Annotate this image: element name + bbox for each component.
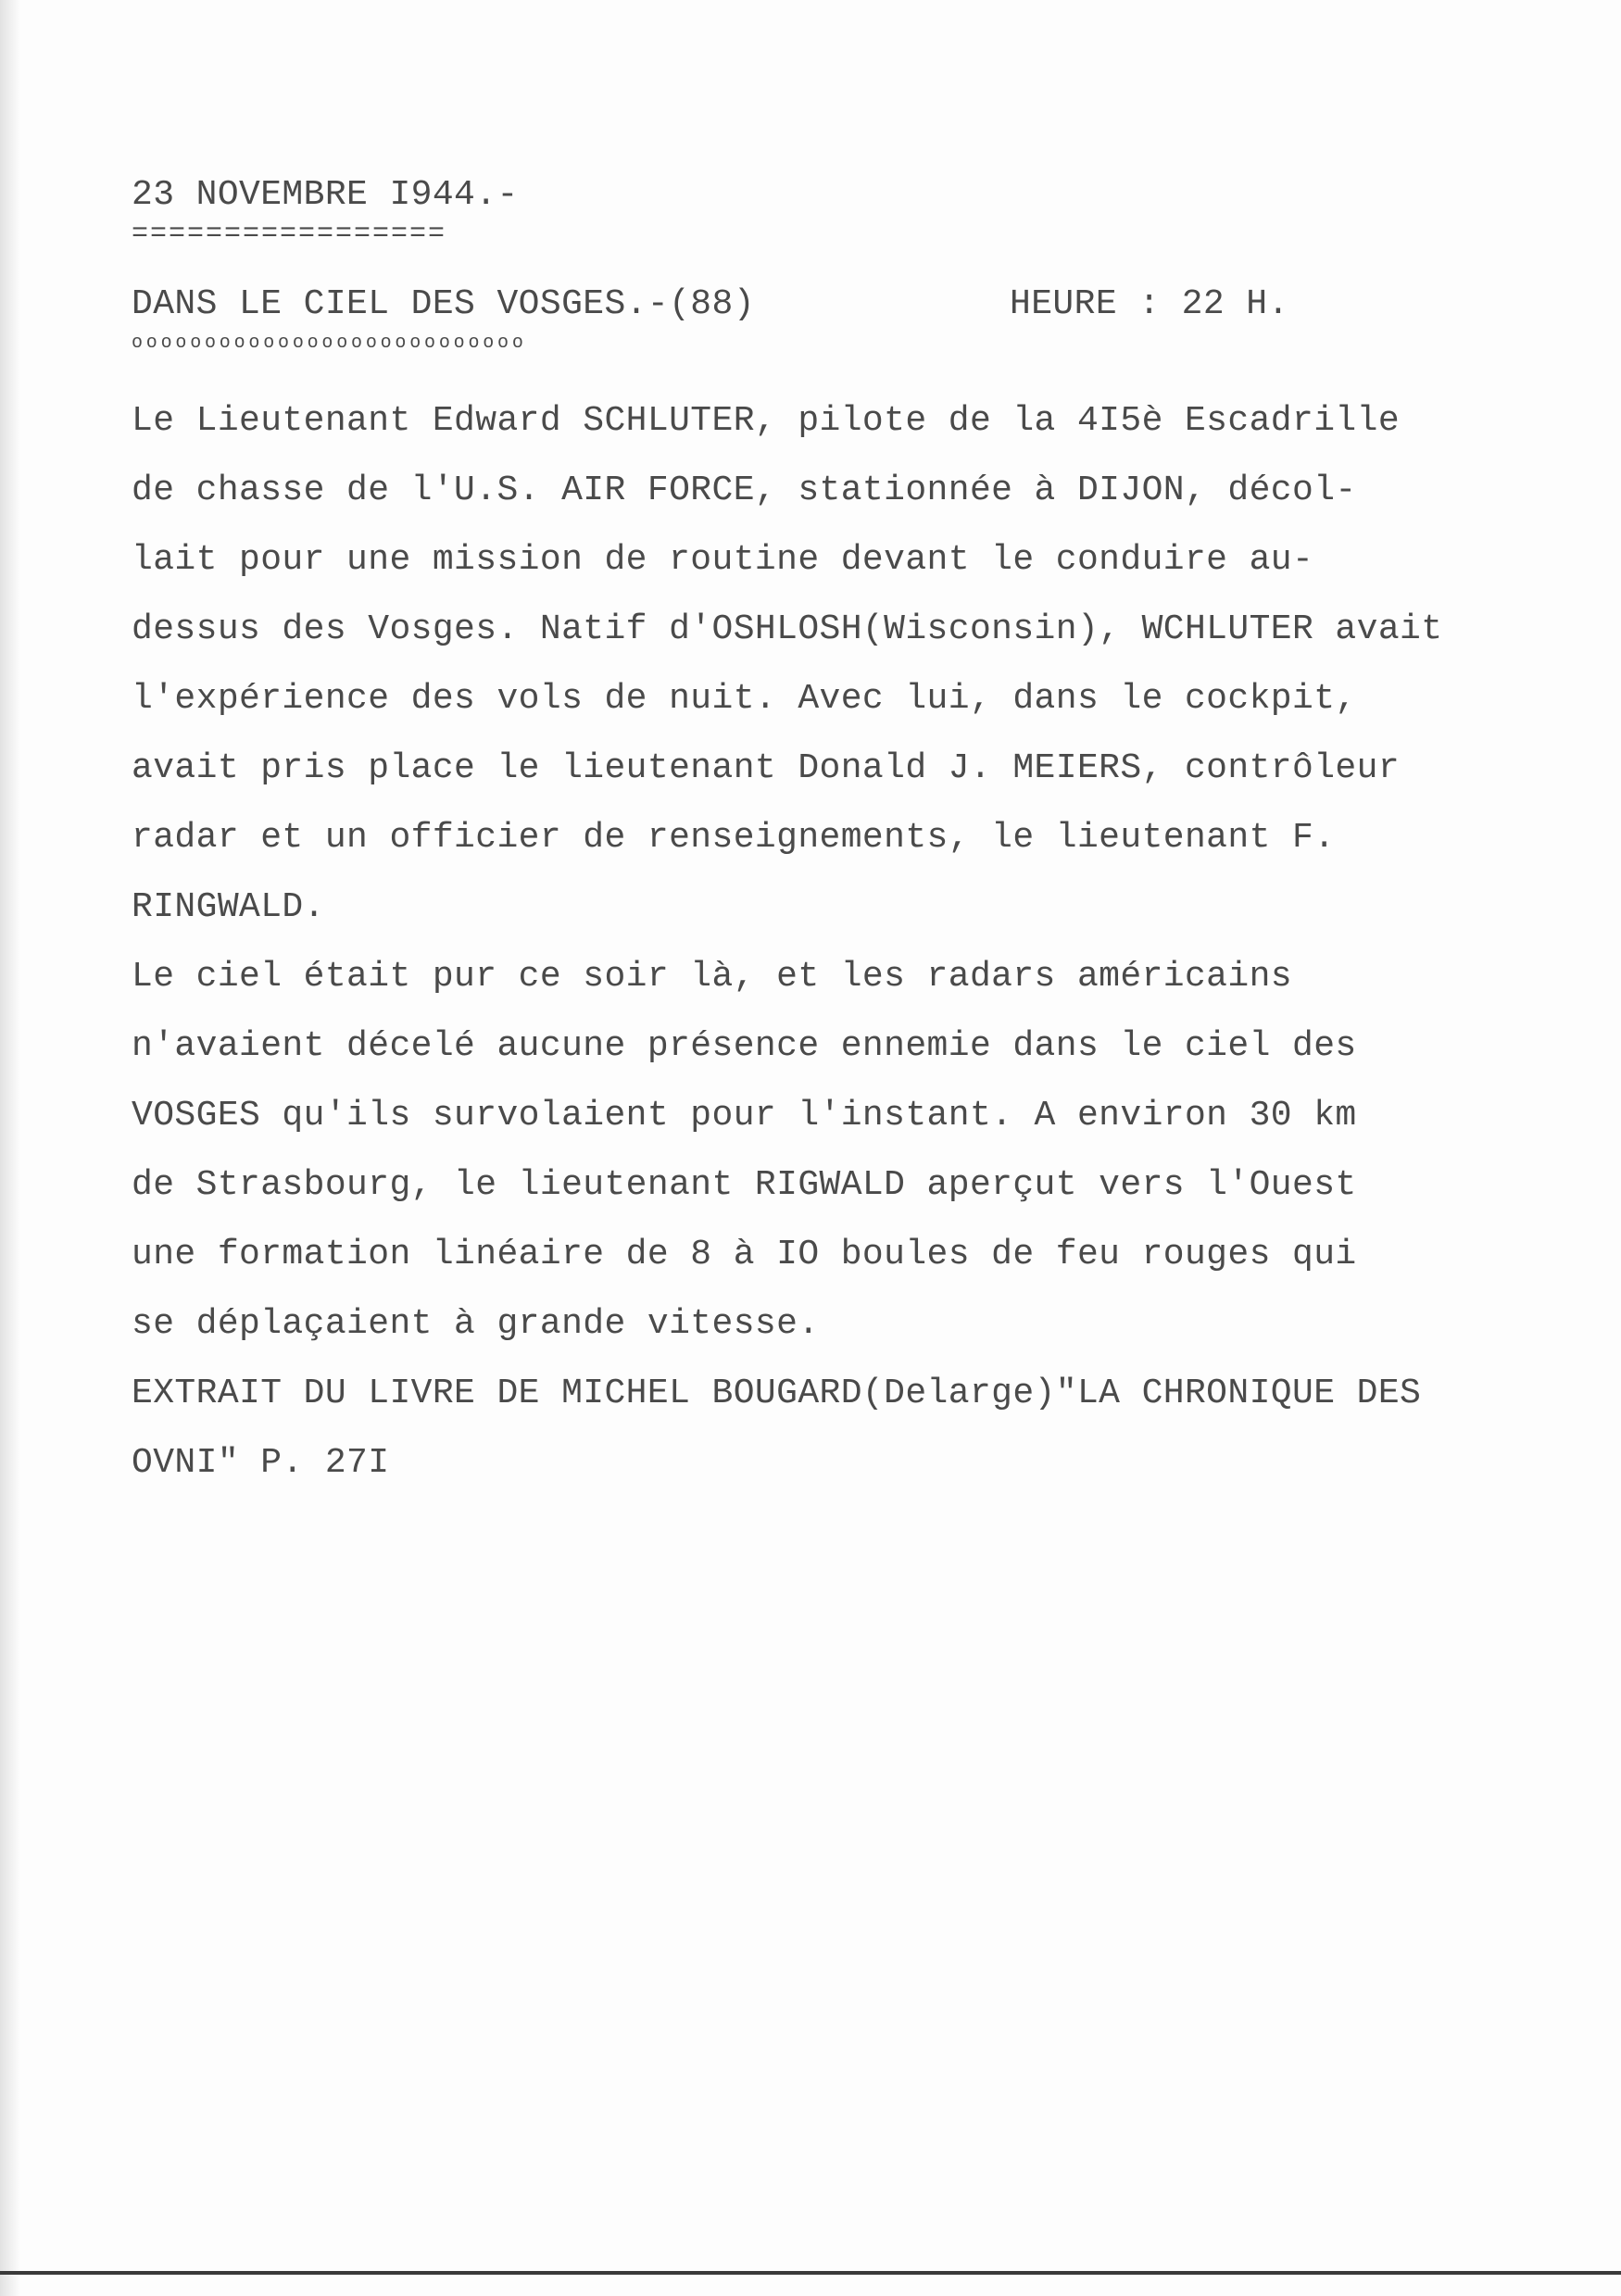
body-line: lait pour une mission de routine devant le conduire au- xyxy=(132,540,1314,580)
source-citation: EXTRAIT DU LIVRE DE MICHEL BOUGARD(Delarge)"LA CHRONIQUE DES xyxy=(132,1374,1422,1413)
body-line: VOSGES qu'ils survolaient pour l'instant. A environ 30 km xyxy=(132,1096,1357,1135)
scan-bottom-line xyxy=(0,2271,1621,2275)
body-line: de Strasbourg, le lieutenant RIGWALD aperçut vers l'Ouest xyxy=(132,1165,1357,1205)
body-line: de chasse de l'U.S. AIR FORCE, stationnée à DIJON, décol- xyxy=(132,470,1357,510)
body-line: dessus des Vosges. Natif d'OSHLOSH(Wisconsin), WCHLUTER avait xyxy=(132,609,1443,649)
body-line: avait pris place le lieutenant Donald J. MEIERS, contrôleur xyxy=(132,748,1401,788)
location-underline: ooooooooooooooooooooooooooo xyxy=(132,333,527,354)
body-line: l'expérience des vols de nuit. Avec lui, dans le cockpit, xyxy=(132,679,1357,719)
scan-left-edge xyxy=(0,0,20,2296)
date-underline: ================= xyxy=(132,220,447,248)
body-line: se déplaçaient à grande vitesse. xyxy=(132,1304,820,1344)
body-line: une formation linéaire de 8 à IO boules de feu rouges qui xyxy=(132,1235,1357,1274)
body-line: RINGWALD. xyxy=(132,887,325,927)
time-heading: HEURE : 22 H. xyxy=(1010,284,1289,324)
body-line: n'avaient décelé aucune présence ennemie dans le ciel des xyxy=(132,1026,1357,1066)
body-line: Le ciel était pur ce soir là, et les radars américains xyxy=(132,957,1292,997)
location-heading: DANS LE CIEL DES VOSGES.-(88) xyxy=(132,284,755,324)
body-line: Le Lieutenant Edward SCHLUTER, pilote de la 4I5è Escadrille xyxy=(132,401,1401,441)
document-date: 23 NOVEMBRE I944.- xyxy=(132,175,519,215)
body-line: radar et un officier de renseignements, le lieutenant F. xyxy=(132,818,1336,858)
source-citation: OVNI" P. 27I xyxy=(132,1443,390,1483)
